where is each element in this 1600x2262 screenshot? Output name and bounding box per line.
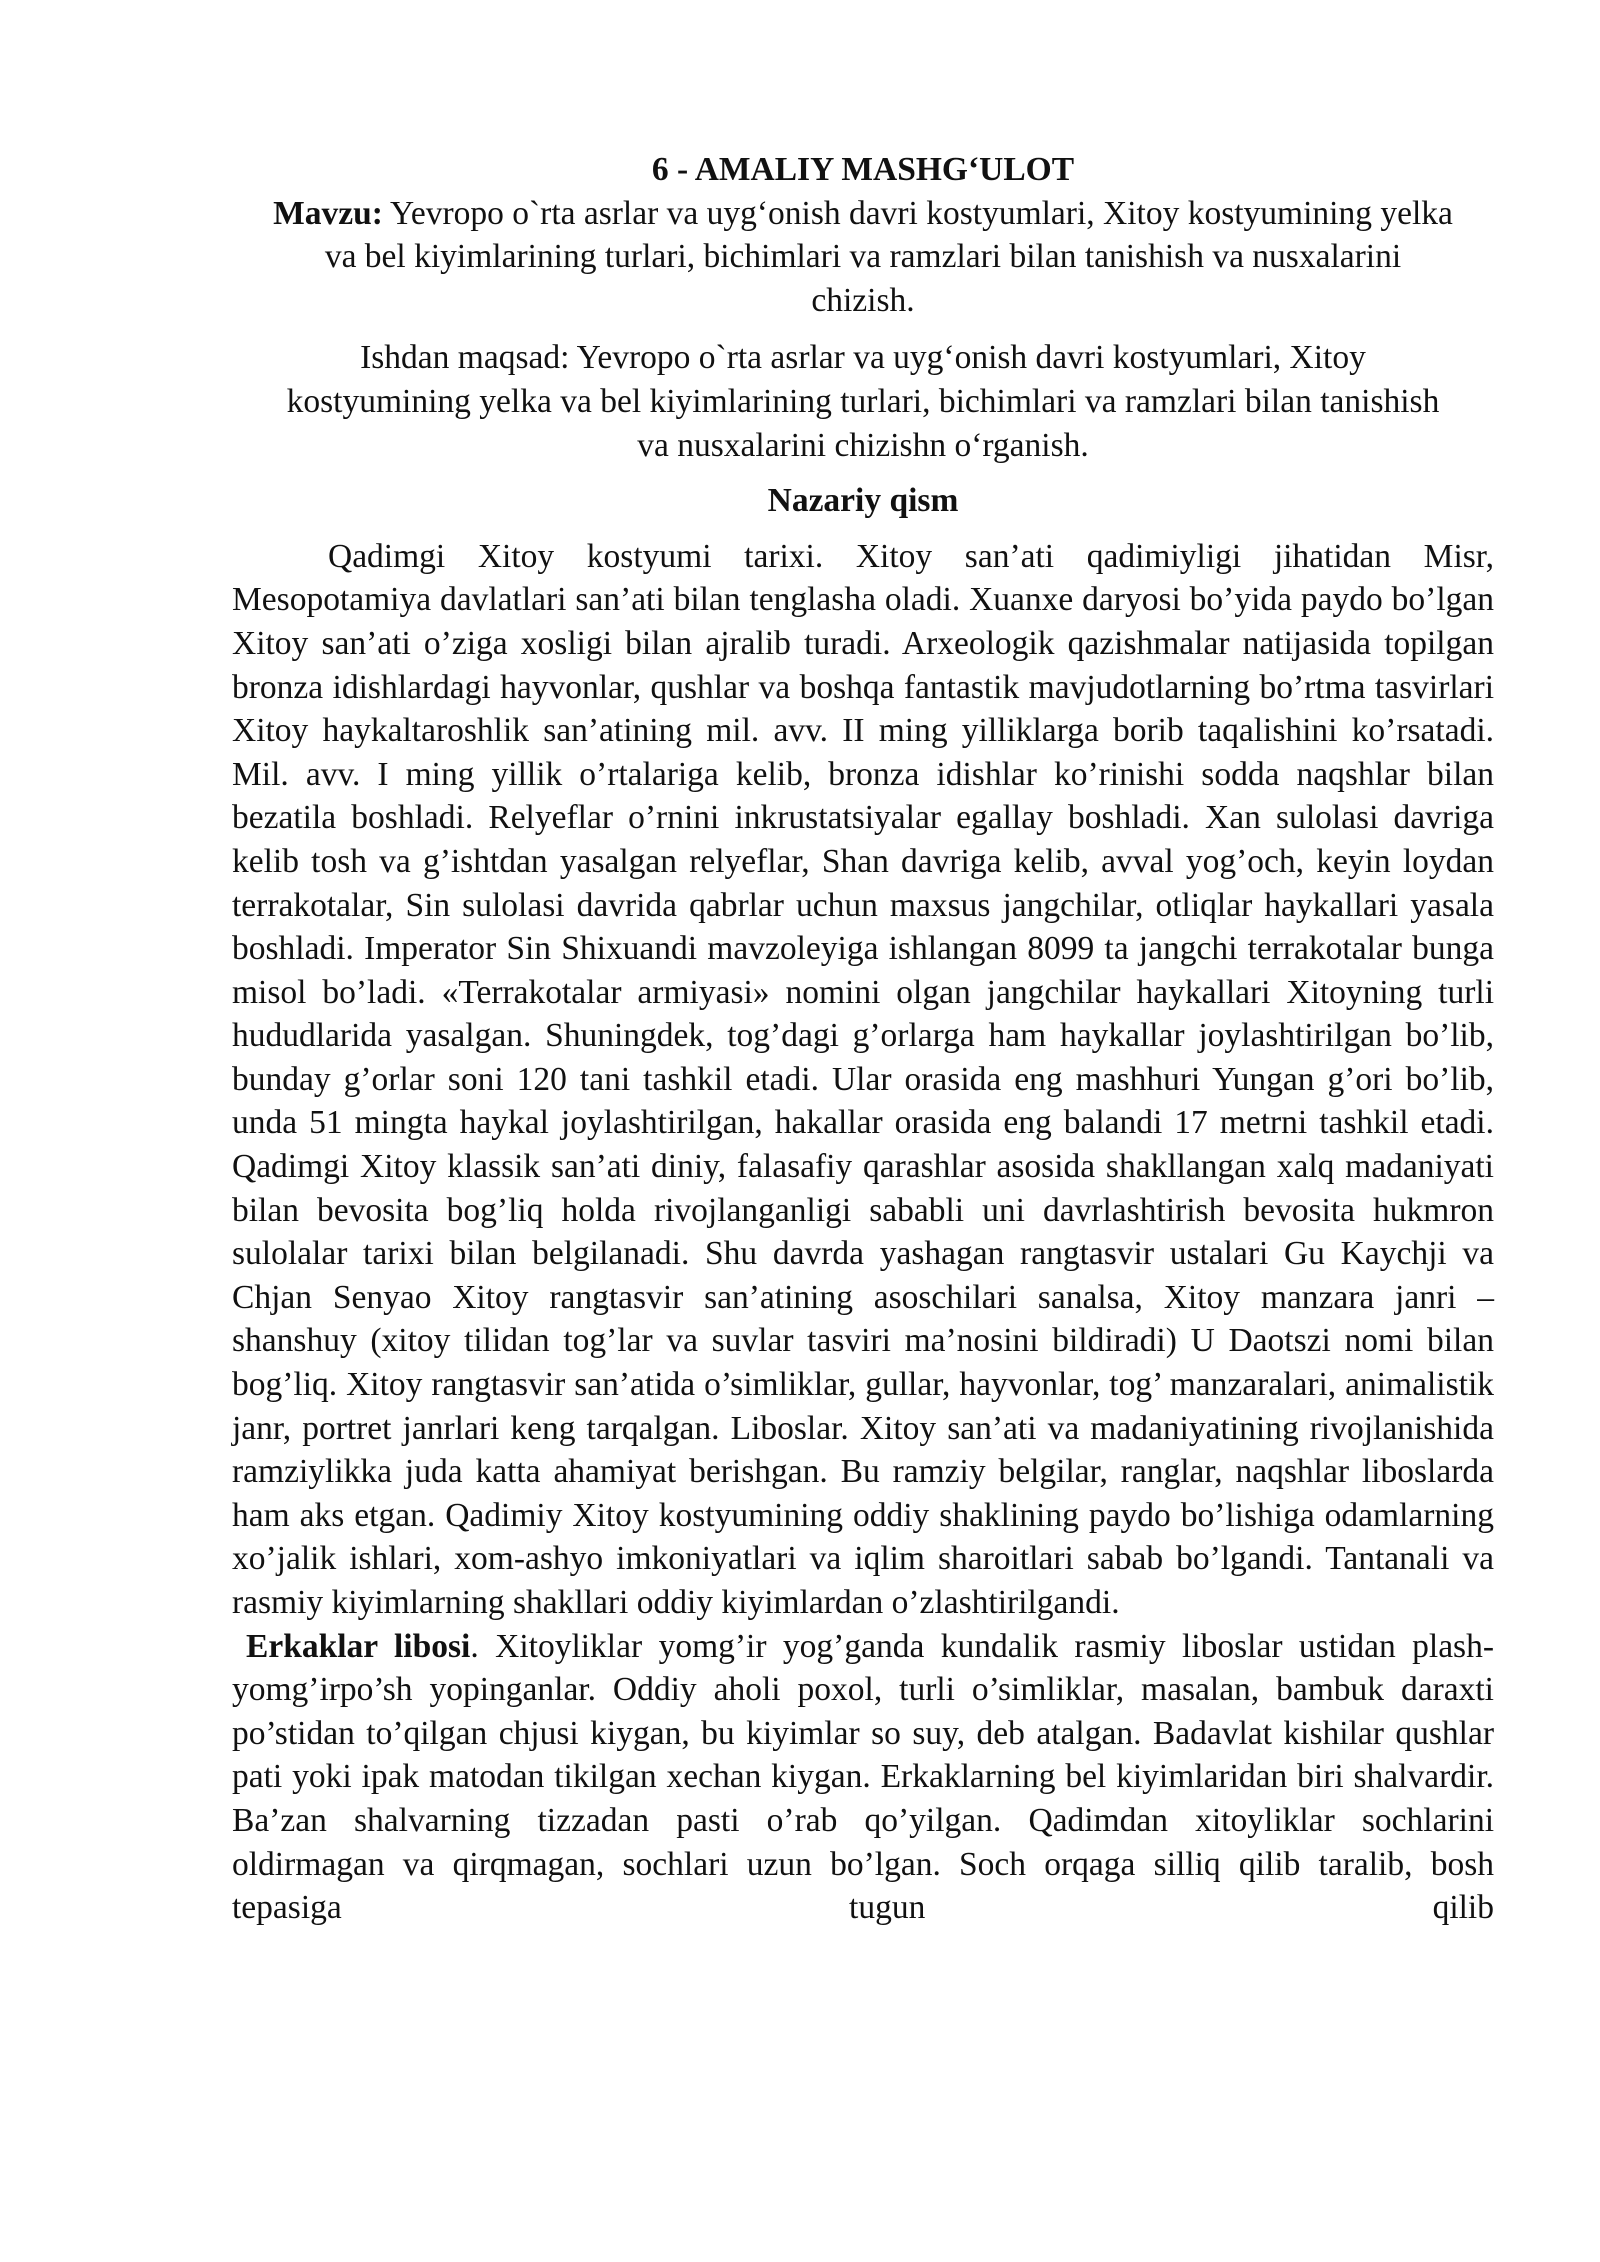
topic-text: Yevropo o`rta asrlar va uyg‘onish davri kostyumlari, Xitoy kostyumining yelka va bel kiyimlarining turlari, bichimlari va ramzlari bilan tanishish va nusxalarini chizish. [324, 194, 1453, 319]
body-paragraph-2 [232, 1625, 1494, 1930]
page-title: 6 - AMALIY MASHG‘ULOT [651, 151, 1075, 188]
paragraph-2-text: . Xitoyliklar yomg’ir yog’ganda kundalik rasmiy liboslar ustidan plash-yomg’irpo’sh yopinganlar. Oddiy aholi poxol, turli o’simliklar, masalan, bambuk daraxti po’stidan to’qilgan chjusi kiygan, bu kiyimlar so suy, deb atalgan. Badavlat kishilar qushlar pati yoki ipak matodan tikilgan xechan kiygan. Erkaklarning bel kiyimlaridan biri shalvardir. Ba’zan shalvarning tizzadan pasti o’rab qo’yilgan. Qadimdan xitoyliklar sochlarini oldirmagan va qirqmagan, sochlari uzun bo’lgan. Soch orqaga silliq qilib taralib, bosh tepasiga tugun qilib [232, 1627, 1495, 1927]
aim-paragraph: Ishdan maqsad: Yevropo o`rta asrlar va uyg‘onish davri kostyumlari, Xitoy kostyumining yelka va bel kiyimlarining turlari, bichimlari va ramzlari bilan tanishish va nusxalarini chizishn o‘rganish. [286, 339, 1440, 464]
topic-line [232, 192, 1494, 323]
topic-label: Mavzu: [273, 194, 383, 232]
document-page [232, 148, 1494, 1930]
paragraph-2-label: Erkaklar libosi [246, 1627, 471, 1665]
section-heading: Nazariy qism [767, 482, 959, 520]
body-paragraph-1: Qadimgi Xitoy kostyumi tarixi. Xitoy san’ati qadimiyligi jihatidan Misr, Mesopotamiya davlatlari san’ati bilan tenglasha oladi. Xuanxe daryosi bo’yida paydo bo’lgan Xitoy san’ati o’ziga xosligi bilan ajralib turadi. Arxeologik qazishmalar natijasida topilgan bronza idishlardagi hayvonlar, qushlar va boshqa fantastik mavjudotlarning bo’rtma tasvirlari Xitoy haykaltaroshlik san’atining mil. avv. II ming yilliklarga borib taqalishini ko’rsatadi. Mil. avv. I ming yillik o’rtalariga kelib, bronza idishlar ko’rinishi sodda naqshlar bilan bezatila boshladi. Relyeflar o’rnini inkrustatsiyalar egallay boshladi. Xan sulolasi davriga kelib tosh va g’ishtdan yasalgan relyeflar, Shan davriga kelib, avval yog’och, keyin loydan terrakotalar, Sin sulolasi davrida qabrlar uchun maxsus jangchilar, otliqlar haykallari yasala boshladi. Imperator Sin Shixuandi mavzoleyiga ishlangan 8099 ta jangchi terrakotalar bunga misol bo’ladi. «Terrakotalar armiyasi» nomini olgan jangchilar haykallari Xitoyning turli hududlarida yasalgan. Shuningdek, tog’dagi g’orlarga ham haykallar joylashtirilgan bo’lib, bunday g’orlar soni 120 tani tashkil etadi. Ular orasida eng mashhuri Yungan g’ori bo’lib, unda 51 mingta haykal joylashtirilgan, hakallar orasida eng balandi 17 metrni tashkil etadi. Qadimgi Xitoy klassik san’ati diniy, falasafiy qarashlar asosida shakllangan xalq madaniyati bilan bevosita bog’liq holda rivojlanganligi sababli uni davrlashtirish bevosita hukmron sulolalar tarixi bilan belgilanadi. Shu davrda yashagan rangtasvir ustalari Gu Kaychji va Chjan Senyao Xitoy rangtasvir san’atining asoschilari sanalsa, Xitoy manzara janri – shanshuy (xitoy tilidan tog’lar va suvlar tasviri ma’nosini bildiradi) U Daotszi nomi bilan bog’liq. Xitoy rangtasvir san’atida o’simliklar, gullar, hayvonlar, tog’ manzaralari, animalistik janr, portret janrlari keng tarqalgan. Liboslar. Xitoy san’ati va madaniyatining rivojlanishida ramziylikka juda katta ahamiyat berishgan. Bu ramziy belgilar, ranglar, naqshlar liboslarda ham aks etgan. Qadimiy Xitoy kostyumining oddiy shaklining paydo bo’lishiga odamlarning xo’jalik ishlari, xom-ashyo imkoniyatlari va iqlim sharoitlari sabab bo’lgandi. Tantanali va rasmiy kiyimlarning shakllari oddiy kiyimlardan o’zlashtirilgandi. [232, 537, 1494, 1621]
